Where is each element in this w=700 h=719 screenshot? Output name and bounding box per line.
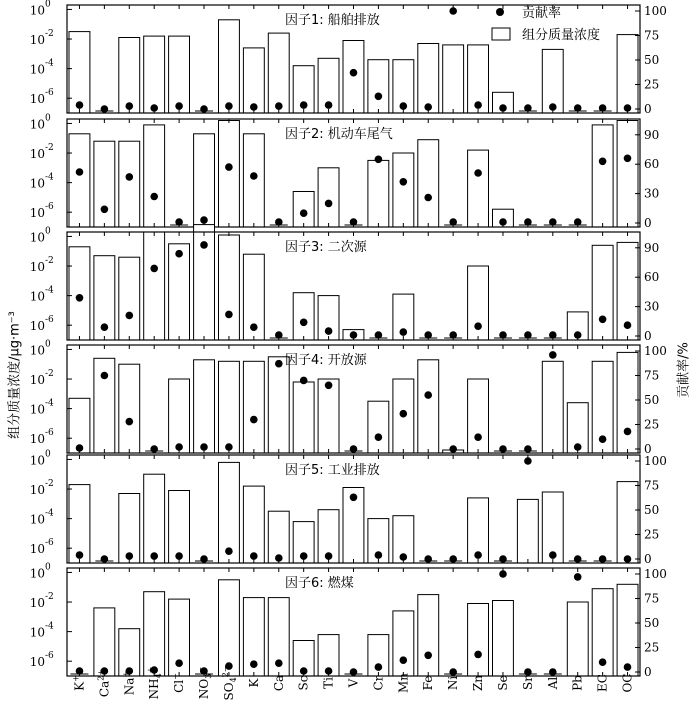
point-EC: [599, 316, 607, 324]
bar-Na+: [119, 364, 140, 453]
point-Zn: [474, 551, 482, 559]
point-OC: [624, 663, 632, 671]
y-left-tick-exponent: -6: [45, 202, 54, 213]
x-tick-label-Cr: Cr: [371, 675, 386, 691]
point-Cl-: [175, 659, 183, 667]
y-right-tick-label: 100: [644, 4, 667, 18]
bar-Fe: [418, 44, 439, 114]
x-tick-label-Fe: Fe: [421, 675, 436, 691]
y-left-tick-label: 10: [29, 483, 45, 498]
y-left-tick-label: 10: [29, 3, 45, 18]
point-Na+: [126, 312, 134, 320]
y-left-tick-label: 10: [29, 625, 45, 640]
y-right-tick-label: 75: [644, 591, 660, 606]
y-right-tick-label: 0: [644, 102, 652, 116]
x-tick-label-Ni: Ni: [446, 675, 461, 691]
y-left-tick-exponent: -6: [45, 88, 54, 99]
y-left-tick-exponent: -2: [45, 256, 54, 267]
point-SO42-: [225, 102, 233, 110]
bar-K: [243, 134, 264, 227]
y-left-tick-exponent: -6: [45, 315, 54, 326]
legend-bar-marker: [492, 28, 510, 40]
y-left-tick-label: 10: [29, 512, 45, 527]
y-left-tick-label: 10: [29, 402, 45, 417]
bar-K+: [69, 134, 90, 227]
x-tick-label-Ti: Ti: [321, 677, 336, 689]
bar-OC: [617, 35, 638, 113]
point-OC: [624, 155, 632, 163]
y-right-tick-label: 50: [644, 393, 660, 407]
x-tick-label-OC: OC: [620, 673, 635, 693]
x-tick-label-SO42-: $SO_4^{2-}$: [220, 665, 238, 701]
x-tick-label-Pb: Pb: [570, 675, 585, 691]
bar-Zn: [468, 379, 489, 453]
y-right-tick-label: 60: [644, 270, 660, 285]
point-SO42-: [225, 311, 233, 319]
x-tick-label-Na+: Na+: [121, 670, 137, 696]
x-tick-label-Mn: Mn: [396, 672, 411, 694]
y-right-tick-label: 50: [644, 616, 660, 630]
x-tick-label-Al: Al: [545, 676, 560, 690]
y-right-tick-label: 90: [644, 127, 660, 142]
bar-Na+: [119, 257, 140, 340]
y-right-tick-label: 75: [644, 368, 660, 383]
point-K+: [76, 294, 84, 302]
point-NO3-: [200, 241, 208, 249]
y-right-tick-label: 25: [644, 527, 660, 542]
y-left-tick-exponent: -2: [45, 592, 54, 603]
bar-Ca: [268, 33, 289, 113]
point-Fe: [424, 391, 432, 399]
bar-Cl-: [169, 379, 190, 453]
bar-SO42-: [219, 20, 240, 113]
point-Sc: [300, 209, 308, 217]
point-Sc: [300, 377, 308, 385]
y-left-tick-exponent: -4: [45, 398, 54, 409]
y-right-tick-label: 50: [644, 503, 660, 517]
bar-NH4+: [144, 36, 165, 113]
y-left-tick-exponent: -4: [45, 621, 54, 632]
bar-Sc: [293, 293, 314, 340]
y-right-tick-label: 100: [644, 344, 667, 358]
y-left-tick-label: 10: [29, 33, 45, 48]
bar-Pb: [567, 602, 588, 676]
bar-Cr: [368, 160, 389, 227]
x-tick-label-NO3-: $NO_3^-$: [196, 666, 214, 700]
bar-V: [343, 41, 364, 114]
x-tick-label-NH4+: $NH_4^+$: [146, 666, 164, 700]
point-K: [250, 552, 258, 560]
y-axis-right-label-text: 贡献率/%: [676, 342, 692, 398]
bar-Ca: [268, 357, 289, 453]
y-left-tick-label: 10: [29, 596, 45, 611]
point-Mn: [400, 178, 408, 186]
bar-Ti: [318, 379, 339, 453]
point-Fe: [424, 194, 432, 202]
y-right-tick-label: 25: [644, 417, 660, 432]
y-left-tick-label: 10: [29, 453, 45, 468]
panel-5: [30, 449, 667, 566]
point-Cr: [375, 551, 383, 559]
y-left-tick-exponent: -4: [45, 508, 54, 519]
bar-Cl-: [169, 244, 190, 340]
panel-title: 因子1: 船舶排放: [285, 13, 380, 28]
y-left-tick-label: 10: [29, 343, 45, 358]
bar-NH4+: [144, 232, 165, 340]
y-left-tick-exponent: -2: [45, 143, 54, 154]
bar-OC: [617, 352, 638, 453]
y-right-tick-label: 100: [644, 454, 667, 468]
point-Na+: [126, 552, 134, 560]
bar-K: [243, 486, 264, 563]
y-left-tick-exponent: -2: [45, 479, 54, 490]
bar-SO42-: [219, 235, 240, 340]
bar-Cl-: [169, 36, 190, 113]
bar-Al: [542, 361, 563, 453]
bar-K+: [69, 485, 90, 563]
point-Sc: [300, 319, 308, 327]
bar-Sc: [293, 382, 314, 453]
x-tick-label-Se: Se: [495, 675, 510, 691]
x-tick-label-EC: EC: [595, 674, 610, 692]
x-tick-label-V: V: [346, 678, 361, 688]
bar-Fe: [418, 360, 439, 453]
y-left-tick-exponent: -6: [45, 651, 54, 662]
point-Cl-: [175, 250, 183, 258]
y-left-tick-exponent: -6: [45, 428, 54, 439]
point-Sc: [300, 101, 308, 109]
bar-Ca2+: [94, 141, 115, 227]
y-right-tick-label: 25: [644, 640, 660, 655]
panel-title: 因子4: 开放源: [285, 353, 367, 368]
bar-Cl-: [169, 491, 190, 564]
point-Pb: [574, 573, 582, 581]
y-left-tick-label: 10: [29, 62, 45, 77]
bar-K+: [69, 32, 90, 113]
y-left-tick-exponent: -4: [45, 285, 54, 296]
x-tick-label-Cl-: Cl−: [171, 673, 187, 693]
bar-EC: [592, 125, 613, 227]
point-OC: [624, 321, 632, 329]
bar-Se: [493, 601, 514, 677]
bar-OC: [617, 482, 638, 563]
point-SO42-: [225, 547, 233, 555]
point-V: [350, 494, 358, 502]
point-EC: [599, 658, 607, 666]
bar-K: [243, 361, 264, 453]
y-left-tick-label: 10: [29, 206, 45, 221]
x-tick-label-Ca2+: $Ca^{2+}$: [96, 668, 112, 698]
point-K+: [76, 168, 84, 176]
point-Ca2+: [101, 372, 109, 380]
bar-Cr: [368, 401, 389, 453]
panel-title: 因子5: 工业排放: [285, 463, 380, 478]
point-Cr: [375, 663, 383, 671]
point-K: [250, 660, 258, 668]
bar-Na+: [119, 141, 140, 227]
panel-1: [30, 0, 667, 116]
point-Ca2+: [101, 323, 109, 331]
bar-OC: [617, 584, 638, 676]
y-left-tick-label: 10: [29, 289, 45, 304]
panel-title: 因子3: 二次源: [285, 240, 367, 255]
bar-Ni: [443, 45, 464, 113]
bar-Mn: [393, 611, 414, 676]
x-tick-label-Ca: Ca: [271, 674, 286, 692]
point-Ca: [275, 102, 283, 110]
point-Na+: [126, 173, 134, 181]
point-Ti: [325, 327, 333, 335]
y-left-tick-exponent: -4: [45, 58, 54, 69]
y-right-tick-label: 0: [644, 442, 652, 456]
point-K: [250, 416, 258, 424]
bar-Na+: [119, 38, 140, 114]
bar-Zn: [468, 604, 489, 677]
y-left-tick-label: 10: [29, 542, 45, 557]
point-EC: [599, 158, 607, 166]
x-tick-label-K: K: [246, 678, 261, 688]
y-left-tick-exponent: -2: [45, 369, 54, 380]
x-tick-label-Sr: Sr: [520, 676, 535, 690]
point-Cl-: [175, 552, 183, 560]
bar-Fe: [418, 140, 439, 227]
point-Al: [549, 351, 557, 359]
point-Ti: [325, 552, 333, 560]
panel-4: [30, 339, 667, 456]
legend-point-label: 贡献率: [522, 6, 562, 21]
point-NH4+: [150, 193, 158, 201]
y-right-tick-label: 0: [644, 216, 652, 230]
point-K: [250, 323, 258, 331]
bar-NO3-: [194, 134, 215, 227]
point-K: [250, 172, 258, 180]
point-Mn: [400, 410, 408, 418]
y-left-tick-exponent: 0: [45, 226, 51, 237]
bar-SO42-: [219, 580, 240, 676]
y-left-tick-label: 10: [29, 176, 45, 191]
point-K+: [76, 101, 84, 109]
point-Zn: [474, 651, 482, 659]
y-right-tick-label: 75: [644, 478, 660, 493]
x-tick-label-Sc: Sc: [296, 675, 311, 691]
y-left-tick-label: 10: [29, 147, 45, 162]
y-right-tick-label: 90: [644, 240, 660, 255]
point-Zn: [474, 169, 482, 177]
y-axis-right-label: [672, 290, 696, 450]
point-Ca2+: [101, 206, 109, 214]
y-left-tick-label: 10: [29, 230, 45, 245]
y-left-tick-exponent: -4: [45, 172, 54, 183]
point-K+: [76, 551, 84, 559]
y-left-tick-label: 10: [29, 92, 45, 107]
y-left-tick-exponent: 0: [45, 449, 51, 460]
y-left-tick-label: 10: [29, 655, 45, 670]
x-tick-label-Zn: Zn: [471, 674, 486, 692]
bar-Ti: [318, 168, 339, 227]
bar-Sc: [293, 192, 314, 228]
panel-3: [30, 225, 660, 343]
panel-title: 因子6: 燃煤: [285, 576, 354, 591]
y-left-tick-label: 10: [29, 373, 45, 388]
point-NH4+: [150, 552, 158, 560]
point-Sc: [300, 552, 308, 560]
bar-NH4+: [144, 474, 165, 563]
y-right-tick-label: 0: [644, 665, 652, 679]
y-right-tick-label: 30: [644, 299, 660, 314]
point-Ca: [275, 659, 283, 667]
point-Cr: [375, 156, 383, 164]
point-Mn: [400, 656, 408, 664]
y-left-tick-exponent: 0: [45, 0, 51, 10]
bar-Sr: [517, 499, 538, 563]
panel-2: [30, 113, 660, 230]
y-axis-left-label-text: 组分质量浓度/μg·m⁻³: [7, 311, 23, 439]
y-right-tick-label: 0: [644, 329, 652, 343]
y-left-tick-exponent: -6: [45, 538, 54, 549]
point-Al: [549, 551, 557, 559]
y-right-tick-label: 60: [644, 157, 660, 172]
panel-6: [30, 562, 667, 679]
bar-NH4+: [144, 592, 165, 676]
point-Ti: [325, 382, 333, 390]
y-right-tick-label: 100: [644, 567, 667, 581]
y-right-tick-label: 0: [644, 552, 652, 566]
point-Mn: [400, 328, 408, 336]
y-left-tick-label: 10: [29, 566, 45, 581]
point-NO3-: [200, 216, 208, 224]
point-Zn: [474, 101, 482, 109]
panel-title: 因子2: 机动车尾气: [285, 127, 393, 142]
y-right-tick-label: 75: [644, 28, 660, 43]
y-right-tick-label: 30: [644, 186, 660, 201]
y-axis-left-label: [4, 175, 26, 575]
point-Na+: [126, 418, 134, 426]
legend-point-marker: [496, 8, 504, 16]
bar-SO42-: [219, 121, 240, 228]
point-Zn: [474, 433, 482, 441]
point-Ca: [275, 360, 283, 368]
point-EC: [599, 435, 607, 443]
point-Na+: [126, 102, 134, 110]
bar-NH4+: [144, 125, 165, 227]
y-left-tick-exponent: 0: [45, 339, 51, 350]
point-Fe: [424, 652, 432, 660]
bar-Fe: [418, 595, 439, 676]
point-OC: [624, 428, 632, 436]
point-Cr: [375, 93, 383, 101]
bar-Cr: [368, 60, 389, 113]
bar-Ca2+: [94, 608, 115, 676]
y-left-tick-label: 10: [29, 117, 45, 132]
y-left-tick-label: 10: [29, 319, 45, 334]
bar-NO3-: [194, 360, 215, 453]
bar-SO42-: [219, 361, 240, 453]
x-tick-label-K+: K+: [71, 675, 87, 691]
point-Ti: [325, 101, 333, 109]
bar-K+: [69, 247, 90, 340]
bar-Mn: [393, 153, 414, 227]
point-Cr: [375, 433, 383, 441]
y-left-tick-label: 10: [29, 432, 45, 447]
bar-OC: [617, 121, 638, 228]
point-Cl-: [175, 102, 183, 110]
point-NH4+: [150, 265, 158, 273]
y-right-tick-label: 50: [644, 53, 660, 67]
y-left-tick-exponent: 0: [45, 113, 51, 124]
point-Ti: [325, 200, 333, 208]
y-left-tick-label: 10: [29, 260, 45, 275]
point-V: [350, 69, 358, 77]
point-SO42-: [225, 163, 233, 171]
point-Zn: [474, 322, 482, 330]
legend-bar-label: 组分质量浓度: [522, 28, 601, 43]
bar-EC: [592, 245, 613, 340]
point-Mn: [400, 102, 408, 110]
y-right-tick-label: 25: [644, 77, 660, 92]
y-left-tick-exponent: 0: [45, 562, 51, 573]
y-left-tick-exponent: -2: [45, 29, 54, 40]
bar-Zn: [468, 150, 489, 227]
